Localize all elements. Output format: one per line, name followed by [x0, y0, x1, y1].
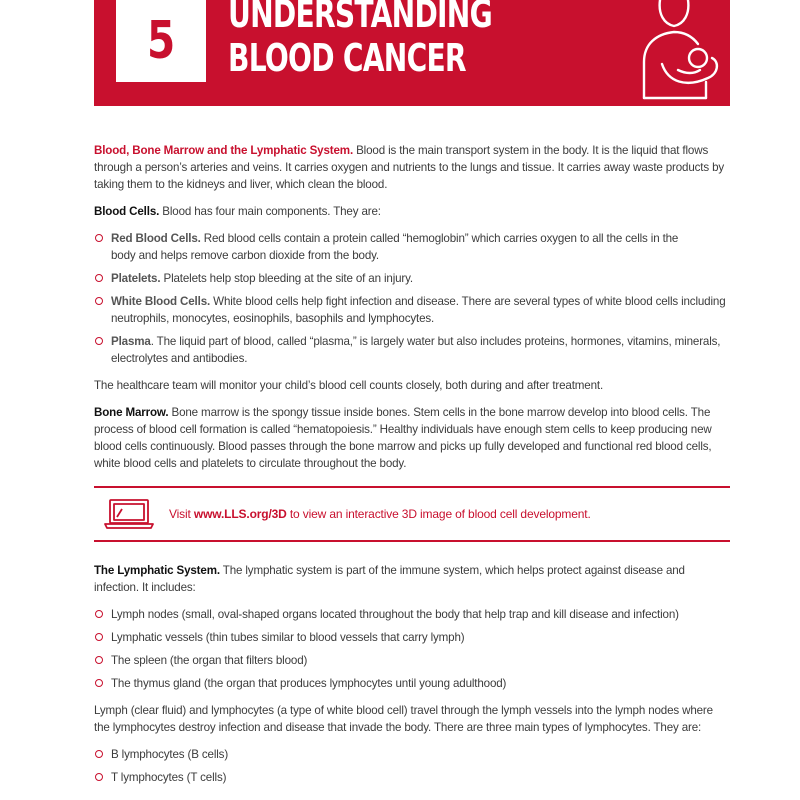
- bullet-circle-icon: [95, 656, 103, 664]
- bone-marrow-text: Bone marrow is the spongy tissue inside bones. Stem cells in the bone marrow develop into blood cells. The process of blood cell formation is called “hematopoiesis.” Healthy individuals have enough stem cells to keep producing new blood cells continuously. Blood passes through the bone marrow and picks up fully developed and functional red blood cells, white blood cells and platelets to circulate throughout the body.: [94, 406, 712, 470]
- list-item-text: . The liquid part of blood, called “plasma,” is largely water but also includes proteins, hormones, vitamins, minerals, electrolytes and antibodies.: [111, 335, 721, 365]
- bullet-circle-icon: [95, 610, 103, 618]
- list-item: [94, 230, 730, 264]
- chapter-title-line1: UNDERSTANDING: [228, 0, 492, 36]
- callout-suffix: to view an interactive 3D image of blood cell development.: [286, 506, 591, 521]
- bone-marrow-paragraph: [94, 404, 730, 472]
- bullet-circle-icon: [95, 633, 103, 641]
- list-item-term: White Blood Cells.: [111, 295, 211, 308]
- callout-text: [169, 506, 591, 523]
- bone-marrow-lead: Bone Marrow.: [94, 406, 169, 419]
- callout-prefix: Visit: [169, 506, 194, 521]
- list-item: [94, 606, 730, 623]
- bullet-circle-icon: [95, 679, 103, 687]
- list-item-term: Plasma: [111, 335, 151, 348]
- lymphocyte-types-list: [94, 746, 730, 786]
- list-item: [94, 333, 730, 367]
- lls-3d-link[interactable]: www.LLS.org/3D: [193, 506, 287, 521]
- list-item-text: Lymph nodes (small, oval-shaped organs located throughout the body that help trap and kill disease and infection): [111, 608, 679, 621]
- lymphatic-text: The lymphatic system is part of the immune system, which helps protect against disease and infection. It includes:: [94, 564, 685, 594]
- list-item: [94, 293, 730, 327]
- list-item-text: Platelets help stop bleeding at the site of an injury.: [160, 272, 413, 285]
- blood-cells-paragraph: [94, 203, 730, 220]
- list-item: [94, 629, 730, 646]
- bullet-circle-icon: [95, 337, 103, 345]
- list-item-text: T lymphocytes (T cells): [111, 771, 227, 784]
- list-item-text: Red blood cells contain a protein called “hemoglobin” which carries oxygen to all the cells in the body and helps remove carbon dioxide from the body.: [111, 232, 679, 262]
- intro-text: Blood is the main transport system in the body. It is the liquid that flows through a person’s arteries and veins. It carries oxygen and nutrients to the lungs and tissue. It carries away waste products by taking them to the kidneys and liver, which clean the blood.: [94, 144, 725, 191]
- lymphatic-list: [94, 606, 730, 692]
- list-item-text: The spleen (the organ that filters blood): [111, 654, 308, 667]
- callout-box: [94, 486, 730, 542]
- bullet-circle-icon: [95, 750, 103, 758]
- intro-lead: Blood, Bone Marrow and the Lymphatic System.: [94, 144, 354, 157]
- chapter-header: [94, 0, 730, 106]
- chapter-number: 5: [146, 11, 176, 71]
- bullet-circle-icon: [95, 274, 103, 282]
- list-item-text: The thymus gland (the organ that produces lymphocytes until young adulthood): [111, 677, 507, 690]
- bullet-circle-icon: [95, 297, 103, 305]
- list-item: [94, 652, 730, 669]
- list-item: [94, 675, 730, 692]
- laptop-icon: [104, 499, 154, 529]
- blood-components-list: [94, 230, 730, 367]
- lymph-paragraph: Lymph (clear fluid) and lymphocytes (a type of white blood cell) travel through the lymph vessels into the lymph nodes where the lymphocytes destroy infection and disease that invade the body. There are three main types of lymphocytes. They are:: [94, 704, 713, 734]
- main-content: [94, 142, 730, 796]
- list-item: [94, 270, 730, 287]
- list-item-term: Platelets.: [111, 272, 161, 285]
- lymphatic-paragraph: [94, 562, 730, 596]
- chapter-title: [228, 0, 492, 80]
- monitor-paragraph: The healthcare team will monitor your child’s blood cell counts closely, both during and after treatment.: [94, 379, 604, 392]
- bullet-circle-icon: [95, 234, 103, 242]
- blood-cells-lead: Blood Cells.: [94, 205, 160, 218]
- list-item: [94, 769, 730, 786]
- parent-holding-child-icon: [634, 0, 730, 106]
- list-item-text: Lymphatic vessels (thin tubes similar to blood vessels that carry lymph): [111, 631, 465, 644]
- list-item: [94, 746, 730, 763]
- chapter-title-line2: BLOOD CANCER: [228, 36, 466, 80]
- blood-cells-text: Blood has four main components. They are:: [159, 205, 381, 218]
- chapter-number-box: [116, 0, 206, 82]
- bullet-circle-icon: [95, 773, 103, 781]
- list-item-text: White blood cells help fight infection and disease. There are several types of white blood cells including neutrophils, monocytes, eosinophils, basophils and lymphocytes.: [111, 295, 726, 325]
- list-item-term: Red Blood Cells.: [111, 232, 201, 245]
- list-item-text: B lymphocytes (B cells): [111, 748, 229, 761]
- lymphatic-lead: The Lymphatic System.: [94, 564, 220, 577]
- intro-paragraph: [94, 142, 730, 193]
